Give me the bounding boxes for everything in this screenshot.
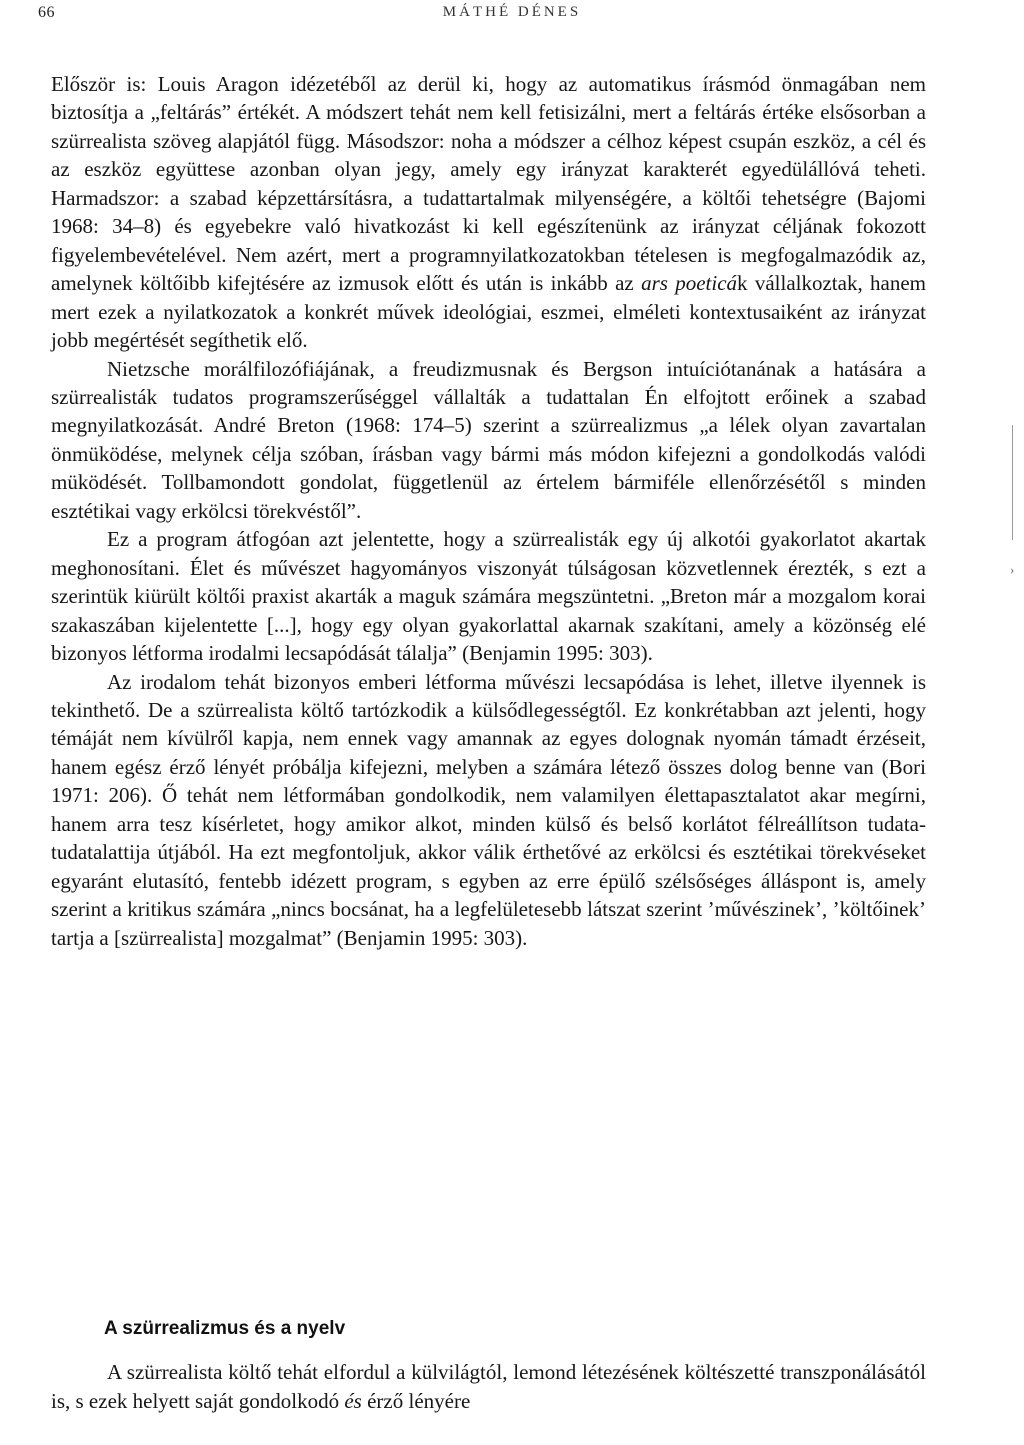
paragraph-1-text-end: k vállalkoztak, hanem mert ezek a nyilatkozatok a konkrét művek ideológiai, eszmei, elméleti kontextusaiként az irányzat jobb megértését segíthetik elő.: [51, 271, 926, 353]
paragraph-4: Az irodalom tehát bizonyos emberi létforma művészi lecsapódása is lehet, illetve ilyennek is tekinthető. De a szürrealista költő tartózkodik a külsődlegességtől. Ez konkrétabban azt jelenti, hogy témáját nem kívülről kapja, nem ennek vagy amannak az egyes dolognak nyomán támadt érzéseit, hanem egész érző lényét próbálja kifejezni, melyben a számára létező összes dolog benne van (Bori 1971: 206). Ő tehát nem létformában gondolkodik, nem valamilyen élettapasztalatot akar megírni, hanem arra tesz kísérletet, hogy amikor alkot, minden külső és belső korlátot félreállítson tudata-tudatalattija útjából. Ha ezt megfontoljuk, akkor válik érthetővé az erkölcsi és esztétikai törekvéseket egyaránt elutasító, fentebb idézett program, s egyben az erre épülő szélsőséges álláspont is, amely szerint a kritikus számára „nincs bocsánat, ha a legfelületesebb látszat szerint ’művészinek’, ’költőinek’ tartja a [szürrealista] mozgalmat” (Benjamin 1995: 303).: [51, 669, 926, 950]
paragraph-2: Nietzsche morálfilozófiájának, a freudizmusnak és Bergson intuíciótanának a hatására a szürrealisták tudatos programszerűséggel vállalták a tudattalan Én elfojtott erőinek a szabad megnyilatkozását. André Breton (1968: 174–5) szerint a szürrealizmus „a lélek olyan zavartalan önmüködése, melynek célja szóban, írásban vagy bármi más módon kifejezni a gondolkodás valódi müködését. Tollbamondott gondolat, függetlenül az értelem bármiféle ellenőrzésétől s minden esztétikai vagy erkölcsi törekvéstől”.: [51, 356, 926, 523]
ars-poetica-term: ars poeticá: [641, 271, 738, 296]
paragraph-1-text: Először is: Louis Aragon idézetéből az derül ki, hogy az automatikus írásmód önmagában nem biztosítja a „feltárás” értékét. A módszert tehát nem kell fetisizálni, mert a feltárás értéke elsősorban a szürrealista szöveg alapjától függ. Másodszor: noha a módszer a célhoz képest csupán eszköz, a cél és az eszköz együttese azonban olyan jegy, amely egy irányzat karakterét egyedülállóvá teheti. Harmadszor: a szabad képzettársításra, a tudattartalmak milyenségére, a költői tehetségre (Bajomi 1968: 34–8) és egyebekre való hivatkozást ki kell egészítenünk az irányzat céljának fokozott figyelembevételével. Nem azért, mert a programnyilatkozatokban tételesen is megfogalmazódik az, amelynek költőibb kifejtésére az izmusok előtt és után is inkább az: [51, 72, 926, 296]
section-paragraph-text-end: érző lényére: [361, 1389, 471, 1413]
section-emphasis: és: [344, 1389, 362, 1413]
section-paragraph: [51, 1358, 926, 1416]
body-text: [51, 70, 926, 952]
margin-line: [1012, 425, 1013, 540]
paragraph-3: Ez a program átfogóan azt jelentette, hogy a szürrealisták egy új alkotói gyakorlatot akartak meghonosítani. Élet és művészet hagyományos viszonyát túlságosan közvetlennek érezték, s ezt a szerintük kiürült költői praxist akarták a maguk számára megszüntetni. „Breton már a mozgalom korai szakaszában kijelentette [...], hogy egy olyan gyakorlattal akarnak szakítani, amely a közönség elé bizonyos létforma irodalmi lecsapódását tálalja” (Benjamin 1995: 303).: [51, 527, 926, 666]
page-number: 66: [38, 4, 55, 21]
margin-mark-icon: ›: [1010, 562, 1015, 577]
section-heading: A szürrealizmus és a nyelv: [104, 1318, 346, 1339]
section-paragraph-text: A szürrealista költő tehát elfordul a külvilágtól, lemond létezésének költészetté transzponálásától is, s ezek helyett saját gondolkodó: [51, 1360, 926, 1413]
running-head: MÁTHÉ DÉNES: [442, 4, 582, 20]
paragraph-1: [51, 70, 926, 355]
section: [51, 1318, 926, 1416]
